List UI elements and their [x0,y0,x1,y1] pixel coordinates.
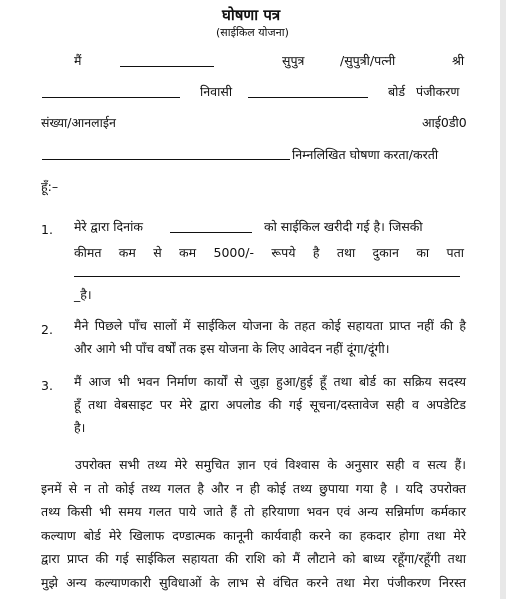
address-blank[interactable] [248,97,368,98]
closing-paragraph: उपरोक्त सभी तथ्य मेरे समुचित ज्ञान एवं विश्वास के अनुसार सही व सत्य हैं। इनमें से न तो कोई तथ्य गलत है और न ही कोई तथ्य छुपाया गया है । यदि उपरोक्त तथ्य किसी भी समय गलत पाये जाते हैं तो हरियाणा भवन एवं अन्य सन्निर्माण कर्मकार कल्याण बोर्ड मेरे खिलाफ दण्डात्मक कानूनी कार्यवाही करने का हकदार होगा तथा मेरे द्वारा प्राप्त की गई साईकिल सहायता की राशि को मैं लौटाने को बाध्य रहूँगा/रहूँगी तथा मुझे अन्य कल्याणकारी सुविधाओं के लाभ से वंचित करने तथा मेरा पंजीकरण निरस्त [41,457,466,590]
page-subtitle: (साईकिल योजना) [216,26,289,39]
date-blank[interactable] [170,232,252,233]
board-label: बोर्ड [388,84,406,99]
online-id-label: आई0डी0 [422,115,467,130]
item-text: कीमत कम से कम 5000/- रूपये है तथा दुकान का पता [74,245,464,260]
item-number: 2. [41,322,53,337]
resident-label: निवासी [200,84,233,99]
item-text: मैने पिछले पाँच सालों में साईकिल योजना के तहत कोई सहायता प्राप्त नहीं की है और आगे भी पाँच वर्षों तक इस योजना के लिए आवेदन नहीं दूंगा/दूंगी। [74,318,466,356]
shop-address-blank[interactable] [74,276,460,277]
pronoun-label: मैं [74,53,82,68]
name-blank[interactable] [120,66,214,67]
id-blank[interactable] [42,159,290,160]
item-text: मेरे द्वारा दिनांक [74,219,143,234]
shri-label: श्री [452,53,465,68]
page-edge [500,0,506,599]
item-text: को साईकिल खरीदी गई है। जिसकी [264,219,423,234]
item-number: 1. [41,222,53,237]
father-name-blank[interactable] [42,97,180,98]
declaration-intro-end: हूँ:– [41,179,59,194]
item-text: मैं आज भी भवन निर्माण कार्यों से जुड़ा हुआ/हुई हूँ तथा बोर्ड का सक्रिय सदस्य हूँ तथा वेबसाइट पर मेरे द्वारा अपलोड की गई सूचना/दस्तावेज सही व अपडेटिड है। [74,374,466,435]
page-title: घोषणा पत्र [222,6,281,24]
item-text: _है। [74,287,92,302]
item-number: 3. [41,378,53,393]
relation-label: सुपुत्र [282,53,305,68]
registration-label: पंजीकरण [416,84,460,99]
declaration-intro: निम्नलिखित घोषणा करता/करती [292,147,439,162]
relation-options: /सुपुत्री/पत्नी [340,53,396,68]
registration-number-label: संख्या/आनलाईन [41,115,116,130]
